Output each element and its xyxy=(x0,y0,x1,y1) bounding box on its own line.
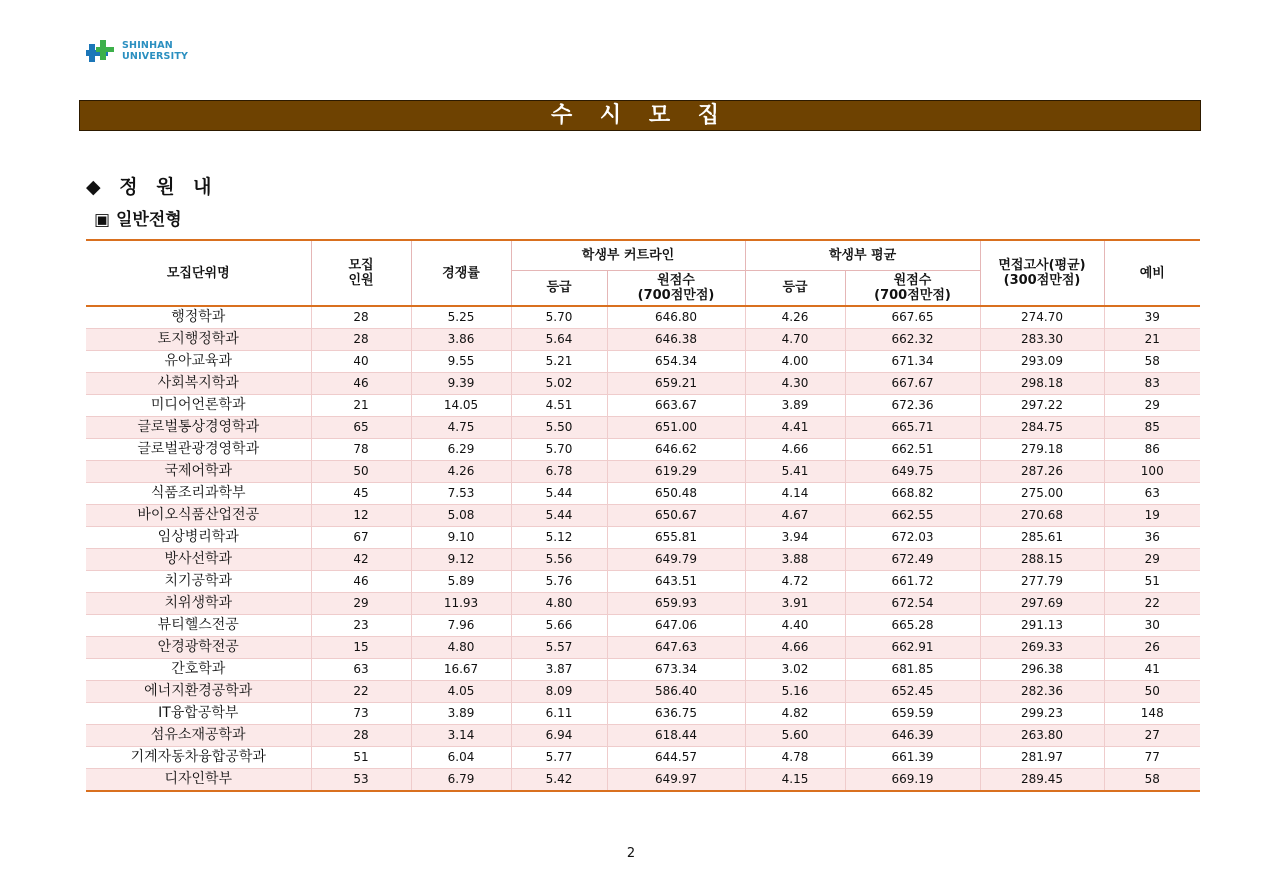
table-row xyxy=(86,483,1200,505)
average-grade-cell: 4.15 xyxy=(745,769,845,792)
average-raw-cell: 665.28 xyxy=(845,615,980,637)
cutline-grade-cell: 6.78 xyxy=(511,461,607,483)
unit-name-cell: 에너지환경공학과 xyxy=(86,681,311,703)
cutline-raw-cell: 618.44 xyxy=(607,725,745,747)
page-banner: 수 시 모 집 xyxy=(79,100,1201,131)
unit-name-cell: 국제어학과 xyxy=(86,461,311,483)
cutline-raw-cell: 649.97 xyxy=(607,769,745,792)
average-raw-cell: 665.71 xyxy=(845,417,980,439)
reserve-cell: 50 xyxy=(1104,681,1200,703)
average-raw-cell: 672.49 xyxy=(845,549,980,571)
cutline-raw-cell: 643.51 xyxy=(607,571,745,593)
average-raw-cell: 659.59 xyxy=(845,703,980,725)
cutline-grade-cell: 4.51 xyxy=(511,395,607,417)
interview-score-cell: 288.15 xyxy=(980,549,1104,571)
header-interview: 면접고사(평균) (300점만점) xyxy=(980,240,1104,306)
cutline-grade-cell: 5.56 xyxy=(511,549,607,571)
cutline-raw-cell: 619.29 xyxy=(607,461,745,483)
average-grade-cell: 4.66 xyxy=(745,637,845,659)
table-body xyxy=(86,306,1200,791)
unit-name-cell: 치위생학과 xyxy=(86,593,311,615)
quota-cell: 73 xyxy=(311,703,411,725)
table-row xyxy=(86,549,1200,571)
average-raw-cell: 661.39 xyxy=(845,747,980,769)
competition-rate-cell: 6.04 xyxy=(411,747,511,769)
interview-score-cell: 297.22 xyxy=(980,395,1104,417)
unit-name-cell: 간호학과 xyxy=(86,659,311,681)
average-grade-cell: 4.00 xyxy=(745,351,845,373)
interview-score-cell: 298.18 xyxy=(980,373,1104,395)
average-grade-cell: 3.91 xyxy=(745,593,845,615)
reserve-cell: 22 xyxy=(1104,593,1200,615)
cutline-raw-cell: 650.48 xyxy=(607,483,745,505)
cutline-raw-cell: 636.75 xyxy=(607,703,745,725)
table-row xyxy=(86,417,1200,439)
competition-rate-cell: 6.79 xyxy=(411,769,511,792)
unit-name-cell: 행정학과 xyxy=(86,306,311,329)
interview-score-cell: 283.30 xyxy=(980,329,1104,351)
cutline-raw-cell: 646.38 xyxy=(607,329,745,351)
table-row xyxy=(86,505,1200,527)
cutline-grade-cell: 5.44 xyxy=(511,483,607,505)
unit-name-cell: 안경광학전공 xyxy=(86,637,311,659)
competition-rate-cell: 9.39 xyxy=(411,373,511,395)
table-row xyxy=(86,593,1200,615)
table-row xyxy=(86,439,1200,461)
cutline-grade-cell: 5.66 xyxy=(511,615,607,637)
header-average: 학생부 평균 xyxy=(745,240,980,270)
interview-score-cell: 287.26 xyxy=(980,461,1104,483)
unit-name-cell: IT융합공학부 xyxy=(86,703,311,725)
quota-cell: 63 xyxy=(311,659,411,681)
average-raw-cell: 646.39 xyxy=(845,725,980,747)
quota-cell: 28 xyxy=(311,329,411,351)
header-cutline: 학생부 커트라인 xyxy=(511,240,745,270)
cutline-grade-cell: 5.77 xyxy=(511,747,607,769)
reserve-cell: 58 xyxy=(1104,769,1200,792)
average-raw-cell: 661.72 xyxy=(845,571,980,593)
average-grade-cell: 4.30 xyxy=(745,373,845,395)
average-grade-cell: 4.82 xyxy=(745,703,845,725)
university-logo xyxy=(86,38,206,66)
competition-rate-cell: 11.93 xyxy=(411,593,511,615)
cutline-raw-cell: 654.34 xyxy=(607,351,745,373)
average-grade-cell: 4.66 xyxy=(745,439,845,461)
logo-text xyxy=(122,40,188,62)
competition-rate-cell: 7.96 xyxy=(411,615,511,637)
reserve-cell: 77 xyxy=(1104,747,1200,769)
header-quota: 모집 인원 xyxy=(311,240,411,306)
average-raw-cell: 672.03 xyxy=(845,527,980,549)
cutline-grade-cell: 5.02 xyxy=(511,373,607,395)
competition-rate-cell: 9.55 xyxy=(411,351,511,373)
table-row xyxy=(86,373,1200,395)
average-raw-cell: 662.32 xyxy=(845,329,980,351)
competition-rate-cell: 4.26 xyxy=(411,461,511,483)
quota-cell: 28 xyxy=(311,306,411,329)
cutline-raw-cell: 586.40 xyxy=(607,681,745,703)
average-raw-cell: 667.65 xyxy=(845,306,980,329)
cutline-grade-cell: 5.70 xyxy=(511,439,607,461)
unit-name-cell: 섬유소재공학과 xyxy=(86,725,311,747)
table-row xyxy=(86,351,1200,373)
table-row xyxy=(86,329,1200,351)
cutline-grade-cell: 5.12 xyxy=(511,527,607,549)
average-raw-cell: 671.34 xyxy=(845,351,980,373)
unit-name-cell: 치기공학과 xyxy=(86,571,311,593)
unit-name-cell: 임상병리학과 xyxy=(86,527,311,549)
average-grade-cell: 4.14 xyxy=(745,483,845,505)
average-grade-cell: 5.16 xyxy=(745,681,845,703)
reserve-cell: 39 xyxy=(1104,306,1200,329)
competition-rate-cell: 9.12 xyxy=(411,549,511,571)
average-grade-cell: 4.72 xyxy=(745,571,845,593)
quota-cell: 50 xyxy=(311,461,411,483)
average-grade-cell: 4.40 xyxy=(745,615,845,637)
average-raw-cell: 649.75 xyxy=(845,461,980,483)
quota-cell: 40 xyxy=(311,351,411,373)
cutline-grade-cell: 3.87 xyxy=(511,659,607,681)
quota-cell: 15 xyxy=(311,637,411,659)
reserve-cell: 148 xyxy=(1104,703,1200,725)
table-row xyxy=(86,571,1200,593)
average-grade-cell: 3.02 xyxy=(745,659,845,681)
table-row xyxy=(86,527,1200,549)
reserve-cell: 63 xyxy=(1104,483,1200,505)
competition-rate-cell: 4.80 xyxy=(411,637,511,659)
average-grade-cell: 4.70 xyxy=(745,329,845,351)
interview-score-cell: 282.36 xyxy=(980,681,1104,703)
reserve-cell: 27 xyxy=(1104,725,1200,747)
average-raw-cell: 681.85 xyxy=(845,659,980,681)
table-row xyxy=(86,681,1200,703)
average-raw-cell: 672.36 xyxy=(845,395,980,417)
cutline-raw-cell: 659.93 xyxy=(607,593,745,615)
table-row xyxy=(86,306,1200,329)
cutline-raw-cell: 647.63 xyxy=(607,637,745,659)
reserve-cell: 85 xyxy=(1104,417,1200,439)
competition-rate-cell: 16.67 xyxy=(411,659,511,681)
cutline-grade-cell: 5.70 xyxy=(511,306,607,329)
average-raw-cell: 669.19 xyxy=(845,769,980,792)
interview-score-cell: 284.75 xyxy=(980,417,1104,439)
table-row xyxy=(86,615,1200,637)
average-raw-cell: 672.54 xyxy=(845,593,980,615)
unit-name-cell: 토지행정학과 xyxy=(86,329,311,351)
average-raw-cell: 668.82 xyxy=(845,483,980,505)
interview-score-cell: 275.00 xyxy=(980,483,1104,505)
header-competition: 경쟁률 xyxy=(411,240,511,306)
cutline-grade-cell: 5.42 xyxy=(511,769,607,792)
cutline-grade-cell: 6.11 xyxy=(511,703,607,725)
average-raw-cell: 662.55 xyxy=(845,505,980,527)
header-cutline-raw: 원점수 (700점만점) xyxy=(607,270,745,306)
unit-name-cell: 바이오식품산업전공 xyxy=(86,505,311,527)
average-grade-cell: 3.88 xyxy=(745,549,845,571)
cutline-raw-cell: 647.06 xyxy=(607,615,745,637)
competition-rate-cell: 5.08 xyxy=(411,505,511,527)
unit-name-cell: 디자인학부 xyxy=(86,769,311,792)
cutline-grade-cell: 5.21 xyxy=(511,351,607,373)
admission-results-table xyxy=(86,239,1200,792)
quota-cell: 46 xyxy=(311,373,411,395)
competition-rate-cell: 6.29 xyxy=(411,439,511,461)
unit-name-cell: 유아교육과 xyxy=(86,351,311,373)
average-grade-cell: 4.67 xyxy=(745,505,845,527)
quota-cell: 12 xyxy=(311,505,411,527)
header-reserve: 예비 xyxy=(1104,240,1200,306)
competition-rate-cell: 9.10 xyxy=(411,527,511,549)
competition-rate-cell: 4.75 xyxy=(411,417,511,439)
quota-cell: 67 xyxy=(311,527,411,549)
cutline-raw-cell: 644.57 xyxy=(607,747,745,769)
table-row xyxy=(86,769,1200,792)
interview-score-cell: 274.70 xyxy=(980,306,1104,329)
quota-cell: 46 xyxy=(311,571,411,593)
cutline-grade-cell: 5.76 xyxy=(511,571,607,593)
average-raw-cell: 652.45 xyxy=(845,681,980,703)
table-row xyxy=(86,659,1200,681)
table-row xyxy=(86,703,1200,725)
quota-cell: 78 xyxy=(311,439,411,461)
interview-score-cell: 291.13 xyxy=(980,615,1104,637)
reserve-cell: 19 xyxy=(1104,505,1200,527)
header-average-raw: 원점수 (700점만점) xyxy=(845,270,980,306)
interview-score-cell: 293.09 xyxy=(980,351,1104,373)
header-average-grade: 등급 xyxy=(745,270,845,306)
unit-name-cell: 글로벌관광경영학과 xyxy=(86,439,311,461)
cutline-raw-cell: 650.67 xyxy=(607,505,745,527)
average-raw-cell: 662.51 xyxy=(845,439,980,461)
quota-cell: 42 xyxy=(311,549,411,571)
sub-title: ▣ 일반전형 xyxy=(94,210,182,230)
reserve-cell: 41 xyxy=(1104,659,1200,681)
header-name: 모집단위명 xyxy=(86,240,311,306)
cutline-grade-cell: 4.80 xyxy=(511,593,607,615)
competition-rate-cell: 7.53 xyxy=(411,483,511,505)
quota-cell: 21 xyxy=(311,395,411,417)
average-grade-cell: 3.94 xyxy=(745,527,845,549)
quota-cell: 65 xyxy=(311,417,411,439)
cutline-raw-cell: 646.80 xyxy=(607,306,745,329)
logo-line-1: SHINHAN xyxy=(122,40,173,51)
cutline-raw-cell: 659.21 xyxy=(607,373,745,395)
reserve-cell: 83 xyxy=(1104,373,1200,395)
competition-rate-cell: 5.25 xyxy=(411,306,511,329)
cutline-raw-cell: 655.81 xyxy=(607,527,745,549)
interview-score-cell: 263.80 xyxy=(980,725,1104,747)
competition-rate-cell: 3.14 xyxy=(411,725,511,747)
competition-rate-cell: 3.86 xyxy=(411,329,511,351)
quota-cell: 28 xyxy=(311,725,411,747)
cutline-grade-cell: 5.57 xyxy=(511,637,607,659)
quota-cell: 29 xyxy=(311,593,411,615)
unit-name-cell: 기계자동차융합공학과 xyxy=(86,747,311,769)
reserve-cell: 36 xyxy=(1104,527,1200,549)
average-grade-cell: 4.26 xyxy=(745,306,845,329)
quota-cell: 23 xyxy=(311,615,411,637)
interview-score-cell: 277.79 xyxy=(980,571,1104,593)
section-title: ◆ 정 원 내 xyxy=(86,176,218,198)
cutline-grade-cell: 8.09 xyxy=(511,681,607,703)
interview-score-cell: 279.18 xyxy=(980,439,1104,461)
competition-rate-cell: 3.89 xyxy=(411,703,511,725)
average-grade-cell: 4.41 xyxy=(745,417,845,439)
cutline-raw-cell: 663.67 xyxy=(607,395,745,417)
quota-cell: 51 xyxy=(311,747,411,769)
competition-rate-cell: 4.05 xyxy=(411,681,511,703)
average-grade-cell: 5.60 xyxy=(745,725,845,747)
page-number: 2 xyxy=(626,846,636,861)
interview-score-cell: 296.38 xyxy=(980,659,1104,681)
reserve-cell: 86 xyxy=(1104,439,1200,461)
logo-line-2: UNIVERSITY xyxy=(122,51,189,62)
interview-score-cell: 270.68 xyxy=(980,505,1104,527)
average-grade-cell: 3.89 xyxy=(745,395,845,417)
header-cutline-grade: 등급 xyxy=(511,270,607,306)
interview-score-cell: 285.61 xyxy=(980,527,1104,549)
table-row xyxy=(86,725,1200,747)
reserve-cell: 29 xyxy=(1104,549,1200,571)
cutline-grade-cell: 5.50 xyxy=(511,417,607,439)
interview-score-cell: 269.33 xyxy=(980,637,1104,659)
cutline-raw-cell: 673.34 xyxy=(607,659,745,681)
cutline-raw-cell: 646.62 xyxy=(607,439,745,461)
shinhan-cross-icon xyxy=(86,38,118,66)
interview-score-cell: 289.45 xyxy=(980,769,1104,792)
reserve-cell: 51 xyxy=(1104,571,1200,593)
cutline-grade-cell: 6.94 xyxy=(511,725,607,747)
competition-rate-cell: 5.89 xyxy=(411,571,511,593)
reserve-cell: 30 xyxy=(1104,615,1200,637)
reserve-cell: 100 xyxy=(1104,461,1200,483)
table-row xyxy=(86,461,1200,483)
interview-score-cell: 297.69 xyxy=(980,593,1104,615)
reserve-cell: 58 xyxy=(1104,351,1200,373)
unit-name-cell: 방사선학과 xyxy=(86,549,311,571)
table-row xyxy=(86,747,1200,769)
average-raw-cell: 667.67 xyxy=(845,373,980,395)
unit-name-cell: 미디어언론학과 xyxy=(86,395,311,417)
interview-score-cell: 299.23 xyxy=(980,703,1104,725)
competition-rate-cell: 14.05 xyxy=(411,395,511,417)
interview-score-cell: 281.97 xyxy=(980,747,1104,769)
table-row xyxy=(86,637,1200,659)
cutline-grade-cell: 5.44 xyxy=(511,505,607,527)
quota-cell: 53 xyxy=(311,769,411,792)
unit-name-cell: 뷰티헬스전공 xyxy=(86,615,311,637)
quota-cell: 22 xyxy=(311,681,411,703)
unit-name-cell: 글로벌통상경영학과 xyxy=(86,417,311,439)
cutline-raw-cell: 649.79 xyxy=(607,549,745,571)
unit-name-cell: 식품조리과학부 xyxy=(86,483,311,505)
reserve-cell: 26 xyxy=(1104,637,1200,659)
average-raw-cell: 662.91 xyxy=(845,637,980,659)
reserve-cell: 21 xyxy=(1104,329,1200,351)
quota-cell: 45 xyxy=(311,483,411,505)
unit-name-cell: 사회복지학과 xyxy=(86,373,311,395)
reserve-cell: 29 xyxy=(1104,395,1200,417)
table-row xyxy=(86,395,1200,417)
cutline-raw-cell: 651.00 xyxy=(607,417,745,439)
cutline-grade-cell: 5.64 xyxy=(511,329,607,351)
average-grade-cell: 4.78 xyxy=(745,747,845,769)
average-grade-cell: 5.41 xyxy=(745,461,845,483)
